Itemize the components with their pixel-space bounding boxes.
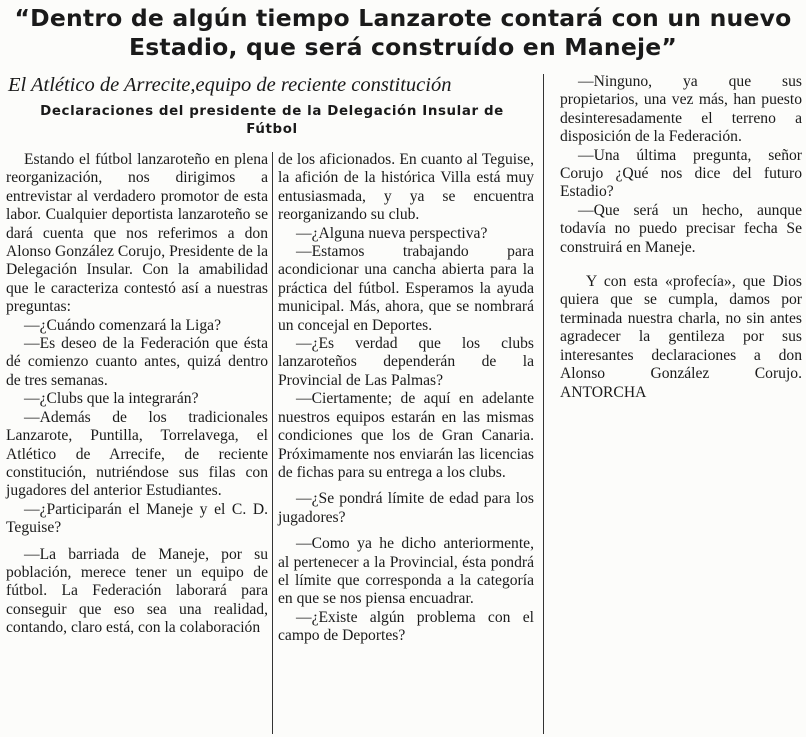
answer: —La barriada de Maneje, por su población, merece tener un equipo de fútbol. La Federación laborará para conseguir que eso sea una realidad, contando, claro está, con la colaboración	[6, 545, 268, 637]
answer: —Ninguno, ya que sus propietarios, una vez más, han puesto desinteresadamente el terreno a disposición de la Federación.	[560, 73, 802, 146]
article-column-1	[6, 151, 268, 638]
question: —¿Cuándo comenzará la Liga?	[24, 316, 221, 334]
answer: —Que será un hecho, aunque todavía no puedo precisar fecha Se construirá en Maneje.	[560, 201, 802, 256]
paragraph: Estando el fútbol lanzaroteño en plena reorganización, nos dirigimos a entrevistar al verdadero promotor de esta labor. Cualquier deportista lanzaroteño se dará cuenta que nos referimos a don Alonso González Corujo, Presidente de la Delegación Insular. Con la amabilidad que le caracteriza contestó así a nuestras preguntas:	[6, 151, 268, 316]
question: —¿Clubs que la integrarán?	[24, 390, 199, 408]
question: —¿Es verdad que los clubs lanzaroteños dependerán de la Provincial de Las Palmas?	[278, 335, 534, 389]
column-divider	[272, 152, 273, 734]
answer: —Además de los tradicionales Lanzarote, Puntilla, Torrelavega, el Atlético de Arrecife, de reciente constitución, nutriéndose sus filas con jugadores del anterior Estudiantes.	[6, 408, 268, 500]
answer: —Como ya he dicho anteriormente, al pertenecer a la Provincial, ésta pondrá el límite que corresponda a la categoría en que se nos piensa encuadrar.	[278, 535, 534, 608]
question: —¿Participarán el Maneje y el C. D. Teguise?	[6, 500, 268, 537]
answer: —Ciertamente; de aquí en adelante nuestros equipos estarán en las mismas condiciones que los de Gran Canaria. Próximamente nos enviarán las licencias de fichas para su entrega a los clubs.	[278, 390, 534, 481]
paragraph: de los aficionados. En cuanto al Teguise, la afición de la histórica Villa está muy entusiasmada, y ya se encuentra reorganizando su club.	[278, 151, 534, 224]
answer: —Es deseo de la Federación que ésta dé comienzo cuanto antes, quizá dentro de tres semanas.	[6, 335, 268, 389]
question: —¿Alguna nueva perspectiva?	[296, 224, 488, 242]
question: —¿Existe algún problema con el campo de Deportes?	[278, 608, 534, 645]
article-subheading: El Atlético de Arrecite,equipo de reciente constitución	[8, 74, 452, 96]
article-column-3	[560, 73, 802, 402]
closing-paragraph: Y con esta «profecía», que Dios quiera que se cumpla, damos por terminada nuestra charla, no sin antes agradecer la gentileza por sus interesantes declaraciones a don Alonso González Corujo. ANTORCHA	[560, 273, 802, 401]
article-headline: “Dentro de algún tiempo Lanzarote contará con un nuevo Estadio, que será construído en Maneje”	[14, 4, 792, 61]
article-column-2	[278, 151, 534, 646]
declarations-title: Declaraciones del presidente de la Delegación Insular de Fútbol	[40, 104, 504, 137]
question: —¿Se pondrá límite de edad para los jugadores?	[278, 490, 534, 526]
answer: —Estamos trabajando para acondicionar una cancha abierta para la práctica del fútbol. Esperamos la ayuda municipal. Más, ahora, que se nombrará un concejal en Deportes.	[278, 243, 534, 334]
column-divider	[543, 74, 544, 734]
question: —Una última pregunta, señor Corujo ¿Qué nos dice del futuro Estadio?	[560, 146, 802, 201]
